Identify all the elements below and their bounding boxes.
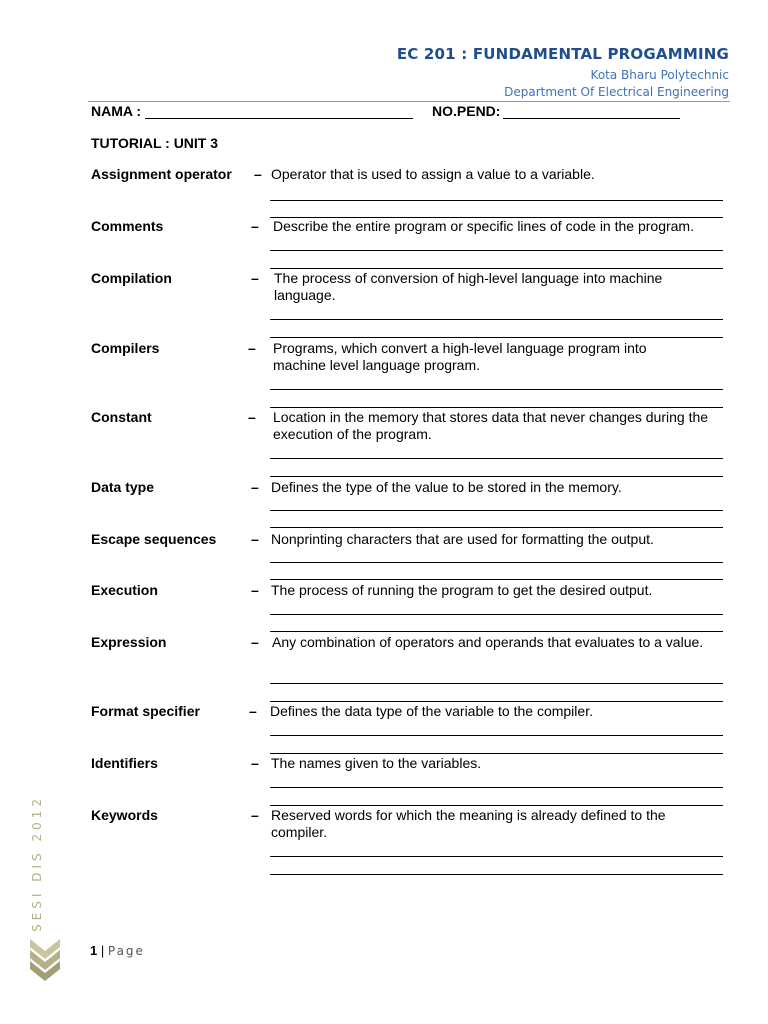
answer-line [270, 527, 723, 528]
term-definition: Operator that is used to assign a value to a variable. [271, 166, 595, 182]
answer-line [270, 510, 723, 511]
term-label: Compilation [91, 270, 172, 286]
answer-line [270, 735, 723, 736]
answer-line [270, 753, 723, 754]
answer-line [270, 614, 723, 615]
name-label: NAMA : [91, 103, 142, 119]
nopend-field[interactable] [503, 117, 680, 119]
dash-separator: – [251, 531, 259, 547]
term-label: Comments [91, 218, 164, 234]
page-separator: | [100, 943, 105, 958]
dash-separator: – [251, 479, 259, 495]
course-title: EC 201 : FUNDAMENTAL PROGAMMING [396, 45, 729, 63]
dash-separator: – [249, 703, 257, 719]
page-label: Page [107, 944, 145, 958]
term-definition: Location in the memory that stores data that never changes during the execution of the program. [273, 409, 709, 442]
answer-line [270, 631, 723, 632]
department-name: Department Of Electrical Engineering [504, 85, 729, 99]
dash-separator: – [251, 582, 259, 598]
dash-separator: – [248, 409, 256, 425]
answer-line [270, 683, 723, 684]
page-number: 1 [90, 943, 98, 958]
answer-line [270, 250, 723, 251]
term-label: Identifiers [91, 755, 158, 771]
term-label: Format specifier [91, 703, 200, 719]
answer-line [270, 562, 723, 563]
answer-line [270, 874, 723, 875]
answer-line [270, 701, 723, 702]
term-label: Execution [91, 582, 158, 598]
dash-separator: – [248, 340, 256, 356]
term-definition: Any combination of operators and operands that evaluates to a value. [272, 634, 704, 650]
term-label: Escape sequences [91, 531, 217, 547]
institution-name: Kota Bharu Polytechnic [590, 68, 729, 82]
term-definition: The process of conversion of high-level language into machine language. [274, 270, 663, 303]
term-label: Keywords [91, 807, 158, 823]
term-label: Constant [91, 409, 152, 425]
dash-separator: – [251, 270, 259, 286]
name-field[interactable] [145, 117, 413, 119]
term-label: Compilers [91, 340, 160, 356]
answer-line [270, 579, 723, 580]
term-definition: Describe the entire program or specific lines of code in the program. [273, 218, 694, 234]
answer-line [270, 337, 723, 338]
dash-separator: – [251, 755, 259, 771]
answer-line [270, 200, 723, 201]
session-side-text: SESI DIS 2012 [30, 795, 44, 932]
answer-line [270, 319, 723, 320]
term-definition: Defines the data type of the variable to the compiler. [270, 703, 593, 719]
answer-line [270, 805, 723, 806]
dash-separator: – [251, 218, 259, 234]
term-definition: Defines the type of the value to be stored in the memory. [271, 479, 622, 495]
term-definition: Reserved words for which the meaning is already defined to the compiler. [271, 807, 666, 840]
term-label: Data type [91, 479, 155, 495]
answer-line [270, 856, 723, 857]
term-definition: Programs, which convert a high-level language program into machine level language program. [273, 340, 647, 373]
term-definition: The process of running the program to get the desired output. [271, 582, 653, 598]
page-footer [90, 943, 145, 958]
dash-separator: – [251, 634, 259, 650]
header-divider [88, 101, 730, 102]
term-label: Expression [91, 634, 167, 650]
term-label: Assignment operator [91, 166, 232, 182]
nopend-label: NO.PEND: [432, 103, 501, 119]
dash-separator: – [251, 807, 259, 823]
answer-line [270, 389, 723, 390]
chevron-decoration-icon [28, 937, 62, 983]
term-definition: The names given to the variables. [271, 755, 482, 771]
answer-line [270, 787, 723, 788]
answer-line [270, 458, 723, 459]
answer-line [270, 268, 723, 269]
tutorial-heading: TUTORIAL : UNIT 3 [91, 135, 219, 151]
answer-line [270, 407, 723, 408]
answer-line [270, 476, 723, 477]
term-definition: Nonprinting characters that are used for formatting the output. [271, 531, 654, 547]
dash-separator: – [254, 166, 262, 182]
